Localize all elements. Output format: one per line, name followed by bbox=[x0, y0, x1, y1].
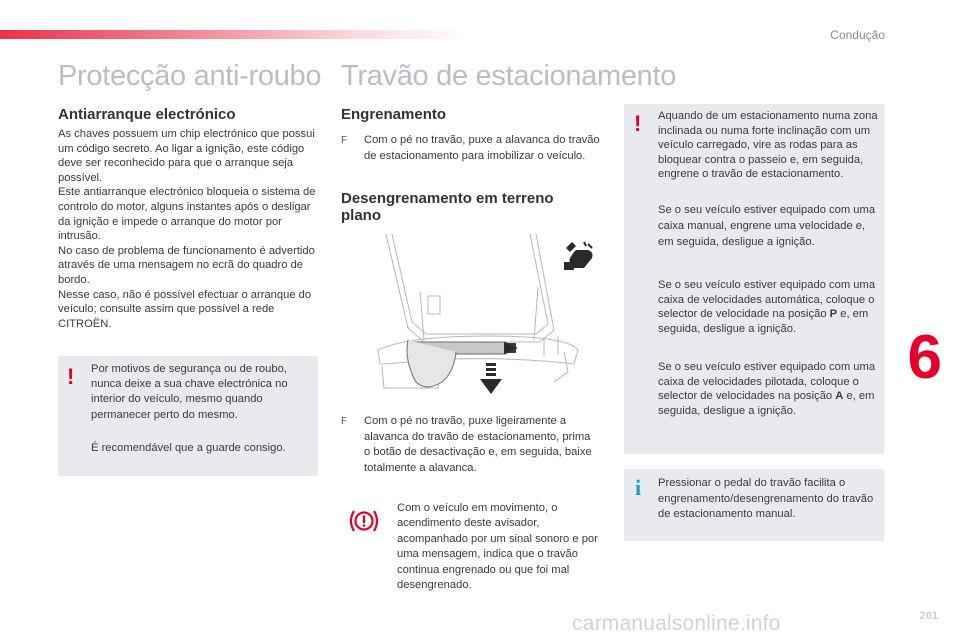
immobiliser-paragraph: Este antiarranque electrónico bloqueia o sistema de controlo do motor, alguns instantes após o desligar da ignição e impede o arranque do motor por intrusão. bbox=[58, 186, 316, 243]
pedal-info-box bbox=[624, 469, 884, 541]
automatic-gearbox-text-end: e, em seguida, desligue a ignição. bbox=[658, 308, 869, 335]
manual-gearbox-text: Se o seu veículo estiver equipado com uma caixa manual, engrene uma velocidade e, em seguida, desligue a ignição. bbox=[658, 204, 876, 249]
immobiliser-text bbox=[58, 127, 320, 331]
automatic-gearbox-text bbox=[658, 278, 878, 336]
piloted-gearbox-text-start: Se o seu veículo estiver equipado com uma caixa de velocidades pilotada, coloque o selector de velocidades na posição bbox=[658, 361, 876, 403]
immobiliser-paragraph: As chaves possuem um chip electrónico que possui um código secreto. Ao ligar a ignição, este código deve ser reconhecido para que o arranque seja possível. bbox=[58, 128, 315, 184]
key-warning-recommendation: É recomendável que a guarde consigo. bbox=[91, 442, 286, 454]
automatic-gearbox-text-start: Se o seu veículo estiver equipado com uma caixa de velocidades automática, coloque o selector de velocidade na posição bbox=[658, 279, 876, 321]
parking-brake-title: Travão de estacionamento bbox=[341, 60, 677, 92]
slope-warning-box bbox=[624, 104, 884, 454]
bullet-icon: F bbox=[341, 416, 348, 427]
hand-lever-icon bbox=[562, 240, 596, 272]
watermark: carmanualsonline.info bbox=[572, 612, 781, 635]
disengage-heading: Desengrenamento em terreno plano bbox=[341, 190, 554, 224]
pedal-info-text: Pressionar o pedal do travão facilita o engrenamento/desengrenamento do travão de estacionamento manual. bbox=[658, 477, 874, 521]
bullet-icon: F bbox=[341, 135, 348, 146]
piloted-gearbox-text-end: e, em seguida, desligue a ignição. bbox=[658, 390, 875, 417]
immobiliser-paragraph: Nesse caso, não é possível efectuar o arranque do veículo; consulte assim que possível a rede CITROËN. bbox=[58, 288, 312, 330]
piloted-gearbox-text bbox=[658, 360, 878, 418]
immobiliser-heading: Antiarranque electrónico bbox=[58, 106, 236, 123]
disengage-text: Com o pé no travão, puxe ligeiramente a alavanca do travão de estacionamento, prima o botão de desactivação e, em seguida, baixe totalmente a alavanca. bbox=[364, 415, 592, 474]
gear-position-a: A bbox=[835, 390, 844, 403]
chapter-number: 6 bbox=[907, 323, 942, 392]
engage-heading: Engrenamento bbox=[341, 106, 447, 123]
gear-position-p: P bbox=[829, 308, 838, 321]
immobiliser-paragraph: No caso de problema de funcionamento é advertido através de uma mensagem no ecrã do quadro de bordo. bbox=[58, 244, 315, 286]
anti-theft-title: Protecção anti-roubo bbox=[58, 60, 322, 92]
warning-icon: ! bbox=[67, 364, 75, 389]
slope-warning-text: Aquando de um estacionamento numa zona inclinada ou numa forte inclinação com um veículo carregado, vire as rodas para as bloquear contra o passeio e, em seguida, engrene o travão de estacionamento. bbox=[658, 110, 878, 181]
key-warning-text: Por motivos de segurança ou de roubo, nunca deixe a sua chave electrónica no interior do veículo, mesmo quando permanecer perto do mesmo. bbox=[91, 363, 288, 421]
brake-alert-text: Com o veículo em movimento, o acendimento deste avisador, acompanhado por um sinal sonoro e por uma mensagem, indica que o travão continua engrenado ou que foi mal desengrenado. bbox=[397, 502, 598, 592]
info-icon: i bbox=[635, 475, 642, 500]
engage-text: Com o pé no travão, puxe a alavanca do travão de estacionamento para imobilizar o veículo. bbox=[364, 134, 600, 162]
section-label: Condução bbox=[830, 28, 885, 42]
page-number: 201 bbox=[919, 610, 938, 622]
brake-warning-light-icon bbox=[348, 508, 380, 534]
warning-icon: ! bbox=[634, 111, 642, 136]
key-warning-box bbox=[58, 356, 318, 476]
header-accent-bar bbox=[0, 30, 470, 39]
